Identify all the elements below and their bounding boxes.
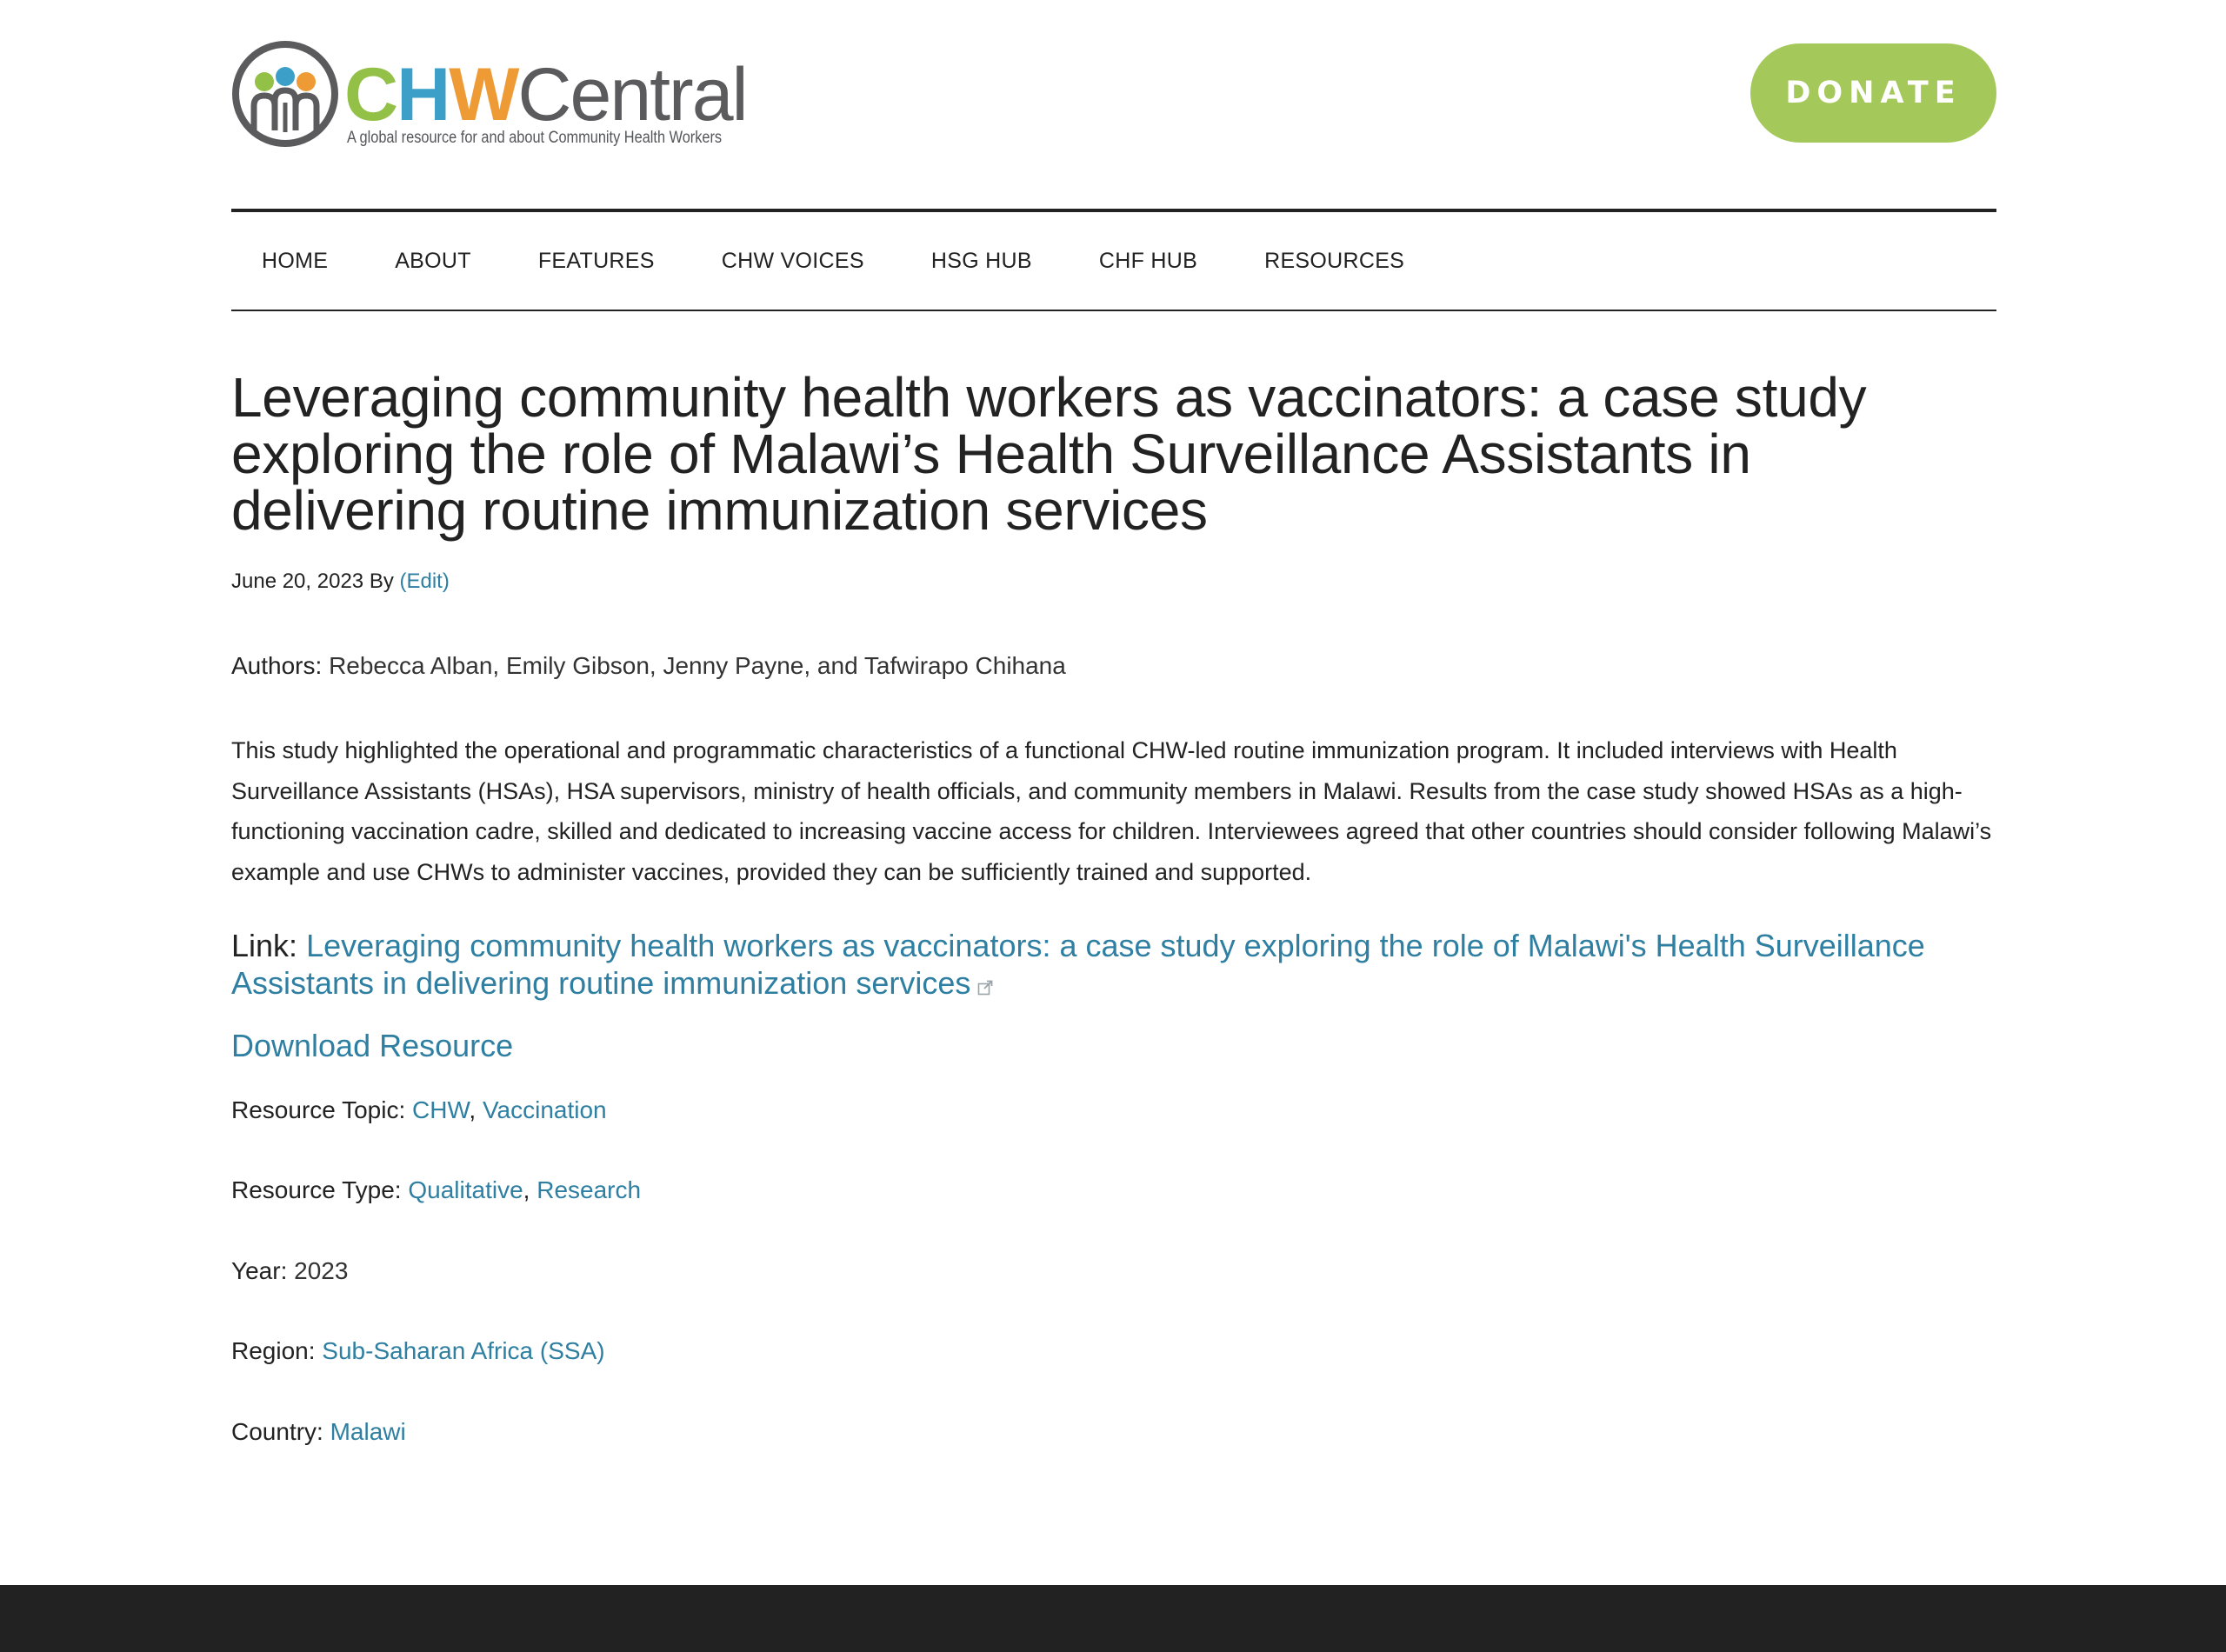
country-label: Country:	[231, 1418, 323, 1445]
content-wrapper	[231, 0, 1996, 1445]
resource-link-line	[231, 927, 1996, 1002]
resource-type-label: Resource Type:	[231, 1176, 402, 1203]
country-link[interactable]: Malawi	[330, 1418, 406, 1445]
year-label: Year:	[231, 1257, 288, 1284]
people-logo-icon	[231, 40, 339, 148]
post-date: June 20, 2023	[231, 570, 364, 593]
nav-item-about[interactable]: ABOUT	[395, 248, 471, 273]
resource-topic-field	[231, 1096, 607, 1125]
edit-link[interactable]: (Edit)	[399, 570, 450, 593]
resource-external-link[interactable]	[231, 928, 1925, 1001]
region-field	[231, 1336, 605, 1366]
type-link-qualitative[interactable]: Qualitative	[408, 1176, 523, 1203]
year-field	[231, 1256, 348, 1286]
donate-button[interactable]: DONATE	[1750, 43, 1996, 143]
country-field	[231, 1417, 406, 1447]
region-link[interactable]: Sub-Saharan Africa (SSA)	[322, 1337, 605, 1364]
external-link-icon	[977, 980, 993, 996]
link-label: Link:	[231, 928, 298, 963]
main-nav	[231, 209, 1996, 311]
article-summary: This study highlighted the operational and programmatic characteristics of a functional CHW-led routine immunization program. It included interviews with Health Surveillance Assistants (HSAs), HSA supervisors, ministry of health officials, and community members in Malawi. Results from the case study showed HSAs as a high-functioning vaccination cadre, skilled and dedicated to increasing vaccine access for children. Interviewees agreed that other countries should consider following Malawi’s example and use CHWs to administer vaccines, provided they can be sufficiently trained and supported.	[231, 737, 1992, 885]
authors-value: Rebecca Alban, Emily Gibson, Jenny Payne, and Tafwirapo Chihana	[329, 652, 1066, 679]
topic-link-chw[interactable]: CHW	[412, 1096, 470, 1123]
nav-item-chw-voices[interactable]: CHW VOICES	[721, 248, 864, 273]
article-title: Leveraging community health workers as vaccinators: a case study exploring the role of Malawi’s Health Surveillance Assistants in delivering routine immunization services	[231, 366, 1867, 542]
type-link-research[interactable]: Research	[537, 1176, 642, 1203]
logo-letter-c: C	[344, 53, 397, 137]
nav-item-home[interactable]: HOME	[262, 248, 329, 273]
logo-wordmark	[344, 53, 747, 137]
nav-item-features[interactable]: FEATURES	[537, 248, 655, 273]
logo-letter-h: H	[397, 53, 450, 137]
main-nav-list	[231, 212, 1996, 310]
nav-item-resources[interactable]: RESOURCES	[1264, 248, 1405, 273]
site-footer	[0, 1585, 2226, 1652]
site-header	[231, 0, 1996, 209]
logo-letter-w: W	[449, 53, 518, 137]
resource-type-field	[231, 1176, 641, 1205]
type-separator: ,	[523, 1176, 530, 1203]
download-resource-link[interactable]: Download Resource	[231, 1028, 514, 1063]
logo-central-text: Central	[517, 53, 747, 137]
resource-topic-label: Resource Topic:	[231, 1096, 406, 1123]
site-logo[interactable]	[231, 40, 753, 153]
nav-item-chf-hub[interactable]: CHF HUB	[1098, 248, 1198, 273]
nav-item-hsg-hub[interactable]: HSG HUB	[930, 248, 1032, 273]
topic-link-vaccination[interactable]: Vaccination	[482, 1096, 607, 1123]
logo-tagline: A global resource for and about Community Health Workers	[347, 129, 723, 147]
region-label: Region:	[231, 1337, 316, 1364]
resource-link-text: Leveraging community health workers as vaccinators: a case study exploring the role of Malawi's Health Surveillance Assistants in delivering routine immunization services	[231, 928, 1925, 1001]
post-by: By	[369, 570, 394, 593]
topic-separator: ,	[469, 1096, 477, 1123]
year-value: 2023	[294, 1257, 349, 1284]
authors-label: Authors:	[231, 652, 323, 679]
authors-line	[231, 652, 1066, 680]
article-meta	[231, 570, 450, 594]
